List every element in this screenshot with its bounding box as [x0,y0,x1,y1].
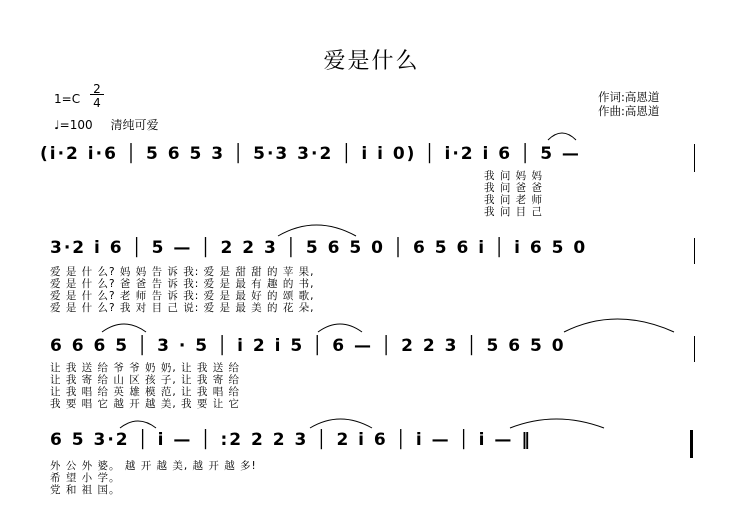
lyric-verse-2: 让 我 寄 给 山 区 孩 子, 让 我 寄 给 [50,374,241,386]
lyric-verse-3: 让 我 唱 给 英 雄 模 范, 让 我 唱 给 [50,386,241,398]
lyric-verse-2: 希 望 小 学。 [50,472,121,484]
notation-line-2: 3·2 i 6 │ 5 — │ 2 2 3 │ 5 6 5 0 │ 6 5 6 i │ i 6 5 0 [50,238,588,258]
slur-arc [278,225,356,236]
lyricist: 作词:高恩道 [598,90,660,104]
lyric-verse-1: 爱 是 什 么? 妈 妈 告 诉 我: 爱 是 甜 甜 的 苹 果, [50,266,315,278]
lyric-verse-4: 爱 是 什 么? 我 对 目 己 说: 爱 是 最 美 的 花 朵, [50,302,315,314]
expression-marking: 清纯可爱 [110,118,159,132]
lyric-verse-1: 我 问 妈 妈 [484,170,544,182]
notation-line-1: (i·2 i·6 │ 5 6 5 3 │ 5·3 3·2 │ i i 0) │ i·2 i 6 │ 5 — [40,144,581,164]
time-signature-bottom: 4 [93,96,101,110]
time-signature-top: 2 [93,82,101,96]
slur-arc [564,319,674,332]
composer: 作曲:高恩道 [598,104,660,118]
slur-arc [510,419,604,428]
slur-arc [548,133,576,140]
lyric-verse-3: 爱 是 什 么? 老 师 告 诉 我: 爱 是 最 好 的 颂 歌, [50,290,315,302]
notation-line-4: 6 5 3·2 │ i — │ :2 2 2 3 │ 2 i 6 │ i — │ i — ‖ [50,430,532,450]
lyric-verse-3: 党 和 祖 国。 [50,484,121,496]
slur-arc [310,419,372,428]
slur-arc [318,324,362,332]
slur-arc [120,421,156,428]
lyric-verse-1: 让 我 送 给 爷 爷 奶 奶, 让 我 送 给 [50,362,241,374]
lyric-verse-2: 爱 是 什 么? 爸 爸 告 诉 我: 爱 是 最 有 趣 的 书, [50,278,315,290]
song-title: 爱是什么 [323,49,420,74]
lyric-verse-2: 我 问 爸 爸 [484,182,544,194]
notation-line-3: 6 6 6 5 │ 3 · 5 │ i 2 i 5 │ 6 — │ 2 2 3 │ 5 6 5 0 [50,336,566,356]
slur-arc [102,324,146,332]
lyric-verse-1: 外 公 外 婆。 越 开 越 美, 越 开 越 多! [50,460,257,472]
lyric-verse-4: 我 问 目 己 [484,206,544,218]
key-label: 1=C [54,92,81,106]
lyric-verse-3: 我 问 老 师 [484,194,544,206]
lyric-verse-4: 我 要 唱 它 越 开 越 美, 我 要 让 它 [50,398,241,410]
tempo-value: ♩=100 [54,118,93,132]
